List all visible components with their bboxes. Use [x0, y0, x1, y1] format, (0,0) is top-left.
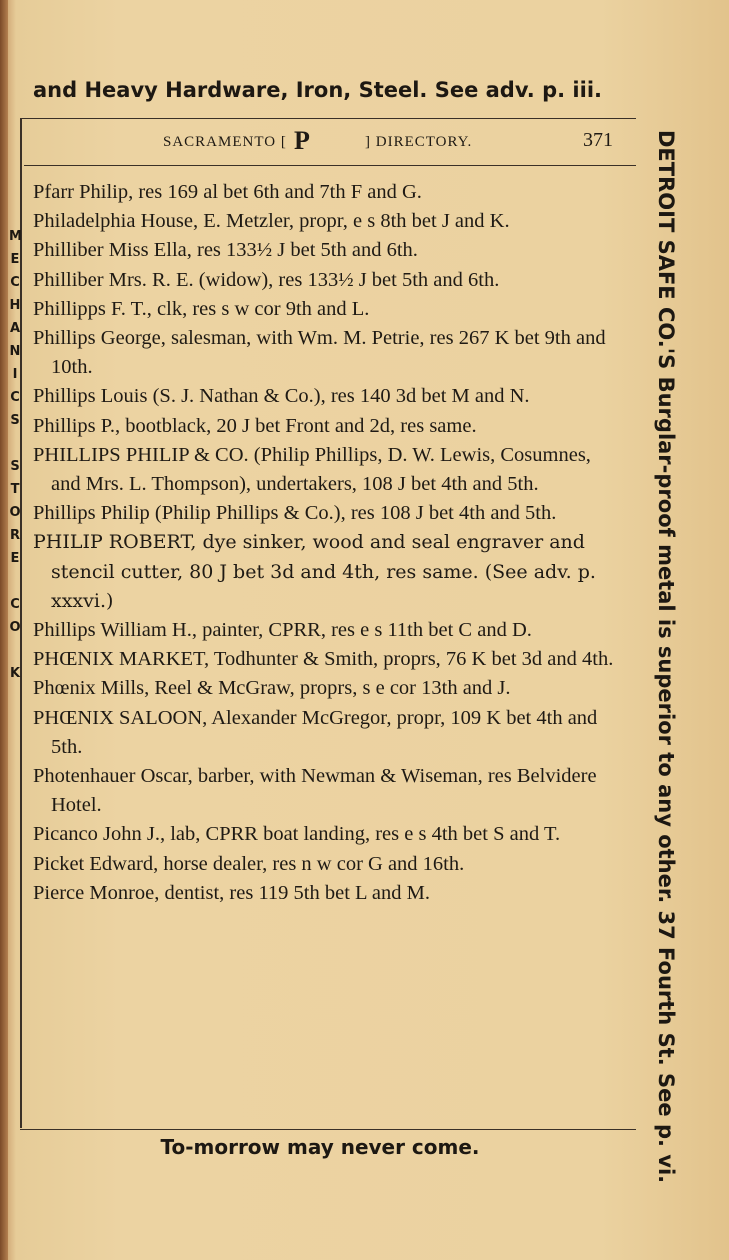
left-ad-letter: A [9, 321, 21, 336]
header-directory: ] DIRECTORY. [365, 134, 473, 150]
directory-entry-company: PHILLIPS PHILIP & CO. (Philip Phillips, D. W. Lewis, Cosumnes, and Mrs. L. Thompson), undertakers, 108 J bet 4th and 5th. [33, 443, 591, 496]
directory-entry: Pierce Monroe, dentist, res 119 5th bet L and M. [33, 881, 431, 904]
left-ad-letter: C [10, 597, 20, 612]
left-ad-letter: E [10, 551, 20, 566]
directory-entry: Phœnix Mills, Reel & McGraw, proprs, s e cor 13th and J. [33, 677, 511, 700]
directory-entry: Phillipps F. T., clk, res s w cor 9th and L. [33, 297, 370, 320]
directory-entry: Picanco John J., lab, CPRR boat landing, res e s 4th bet S and T. [33, 823, 561, 846]
left-ad-letter: I [12, 367, 18, 382]
left-ad-letter: C [10, 390, 20, 405]
directory-entry: Phillips P., bootblack, 20 J bet Front and 2d, res same. [33, 414, 477, 437]
left-ad-letter: S [10, 413, 20, 428]
right-ad-text: DETROIT SAFE CO.'S Burglar-proof metal is superior to any other. 37 Fourth St. See p. vi. [654, 130, 678, 1184]
directory-entry: Philliber Mrs. R. E. (widow), res 133½ J bet 5th and 6th. [33, 268, 500, 291]
right-margin-advertisement [648, 130, 678, 1184]
left-ad-letter: S [10, 459, 20, 474]
directory-entry: Phillips Louis (S. J. Nathan & Co.), res 140 3d bet M and N. [33, 385, 530, 408]
book-spine [0, 0, 8, 1260]
left-ad-letter [9, 432, 21, 455]
left-ad-letter: K [9, 666, 21, 681]
directory-entry: Philliber Miss Ella, res 133½ J bet 5th and 6th. [33, 239, 418, 262]
directory-entry: Photenhauer Oscar, barber, with Newman & Wiseman, res Belvidere Hotel. [33, 765, 597, 817]
directory-entry: Philadelphia House, E. Metzler, propr, e s 8th bet J and K. [33, 210, 510, 233]
page-number: 371 [583, 129, 613, 151]
left-ad-letter: T [10, 482, 20, 497]
directory-entry: Phillips Philip (Philip Phillips & Co.), res 108 J bet 4th and 5th. [33, 502, 557, 525]
left-ad-letter: O [9, 505, 21, 520]
directory-entry: Phillips George, salesman, with Wm. M. Petrie, res 267 K bet 9th and 10th. [33, 327, 606, 379]
directory-entry: Pfarr Philip, res 169 al bet 6th and 7th F and G. [33, 181, 422, 203]
running-header [20, 126, 636, 166]
directory-entries [33, 178, 623, 908]
header-city: SACRAMENTO [ [163, 134, 287, 150]
bottom-advertisement: To-morrow may never come. [160, 1135, 480, 1159]
left-ad-letter: C [10, 275, 20, 290]
left-ad-letter: R [9, 528, 20, 543]
left-ad-letter: M [9, 229, 22, 244]
left-ad-letter [9, 570, 21, 593]
left-ad-letter: N [9, 344, 21, 359]
header-rule [24, 165, 636, 166]
directory-entry: Phillips William H., painter, CPRR, res e s 11th bet C and D. [33, 619, 532, 642]
top-advertisement: and Heavy Hardware, Iron, Steel. See adv. p. iii. [33, 78, 602, 102]
directory-entry-company: PHŒNIX MARKET, Todhunter & Smith, proprs, 76 K bet 3d and 4th. [33, 648, 614, 671]
left-ad-letter: E [10, 252, 20, 267]
directory-entry: Picket Edward, horse dealer, res n w cor G and 16th. [33, 852, 465, 875]
left-ad-letter: O [9, 620, 21, 635]
left-ad-letter [9, 639, 21, 662]
directory-entry-company: PHŒNIX SALOON, Alexander McGregor, propr, 109 K bet 4th and 5th. [33, 706, 598, 758]
header-section-letter: P [294, 126, 310, 155]
directory-entry-featured: PHILIP ROBERT, dye sinker, wood and seal engraver and stencil cutter, 80 J bet 3d and 4th, res same. (See adv. p. xxxvi.) [33, 531, 596, 612]
left-margin-advertisement [9, 225, 21, 1005]
left-ad-letter: H [9, 298, 21, 313]
